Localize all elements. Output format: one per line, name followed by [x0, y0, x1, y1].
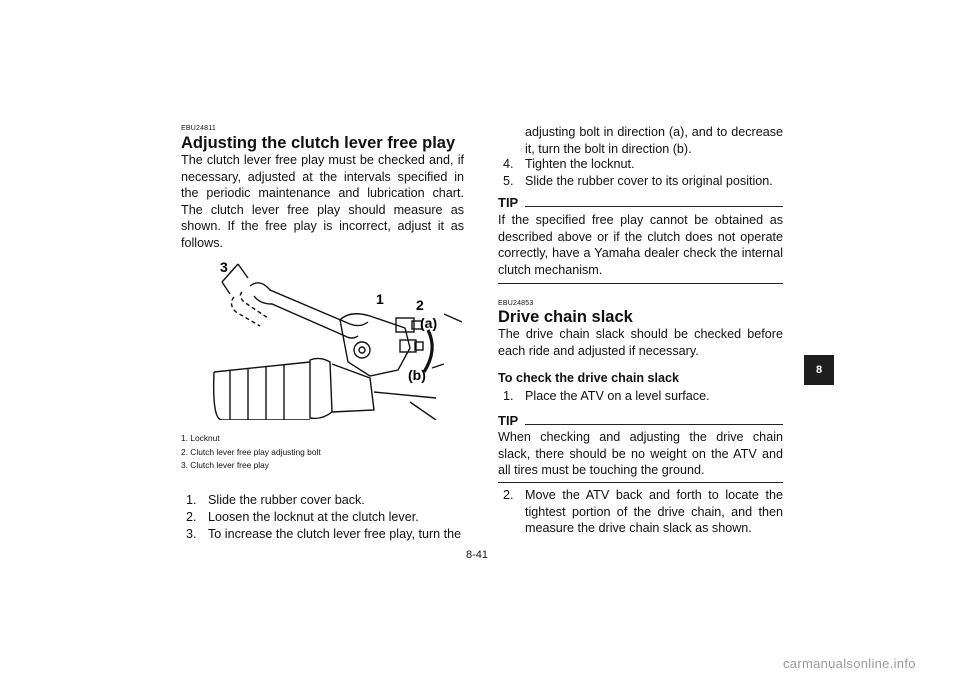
- watermark: carmanualsonline.info: [783, 656, 916, 671]
- section-tab: 8: [804, 355, 834, 385]
- figure-label-b: (b): [408, 367, 426, 383]
- caption-item: 2. Clutch lever free play adjusting bolt: [181, 446, 321, 457]
- figure-captions: [181, 432, 461, 473]
- figure-label-a: (a): [420, 315, 438, 331]
- page-number: 8-41: [466, 549, 489, 561]
- tip-rule: [525, 424, 783, 425]
- tip-text: When checking and adjusting the drive chain slack, there should be no weight on the ATV and all tires must be touching the ground.: [498, 430, 783, 477]
- tip-label: TIP: [498, 195, 519, 210]
- section-code: EBU24811: [181, 125, 216, 132]
- figure-label-2: 2: [416, 297, 424, 313]
- tip-end-rule: [498, 482, 783, 483]
- tip-label: TIP: [498, 413, 519, 428]
- paragraph: The drive chain slack should be checked before each ride and adjusted if necessary.: [498, 327, 783, 358]
- section-heading: Drive chain slack: [498, 308, 633, 326]
- caption-item: 1. Locknut: [181, 433, 220, 443]
- caption-item: 3. Clutch lever free play: [181, 460, 269, 470]
- clutch-lever-figure: [200, 252, 462, 420]
- subheading: To check the drive chain slack: [498, 371, 680, 385]
- step3-continuation: adjusting bolt in direction (a), and to decrease it, turn the bolt in direction (b).: [525, 125, 783, 156]
- section-code: EBU24853: [498, 300, 534, 307]
- section-heading: Adjusting the clutch lever free play: [181, 134, 456, 152]
- intro-paragraph: The clutch lever free play must be checked and, if necessary, adjusted at the intervals specified in the periodic maintenance and lubrication chart. The clutch lever free play should measure as shown. If the free play is incorrect, adjust it as follows.: [181, 153, 464, 250]
- tip-end-rule: [498, 283, 783, 284]
- tip-rule: [525, 206, 783, 207]
- tip-text: If the specified free play cannot be obtained as described above or if the clutch does not operate correctly, have a Yamaha dealer check the internal clutch mechanism.: [498, 213, 783, 277]
- figure-label-3: 3: [220, 259, 228, 275]
- figure-label-1: 1: [376, 291, 384, 307]
